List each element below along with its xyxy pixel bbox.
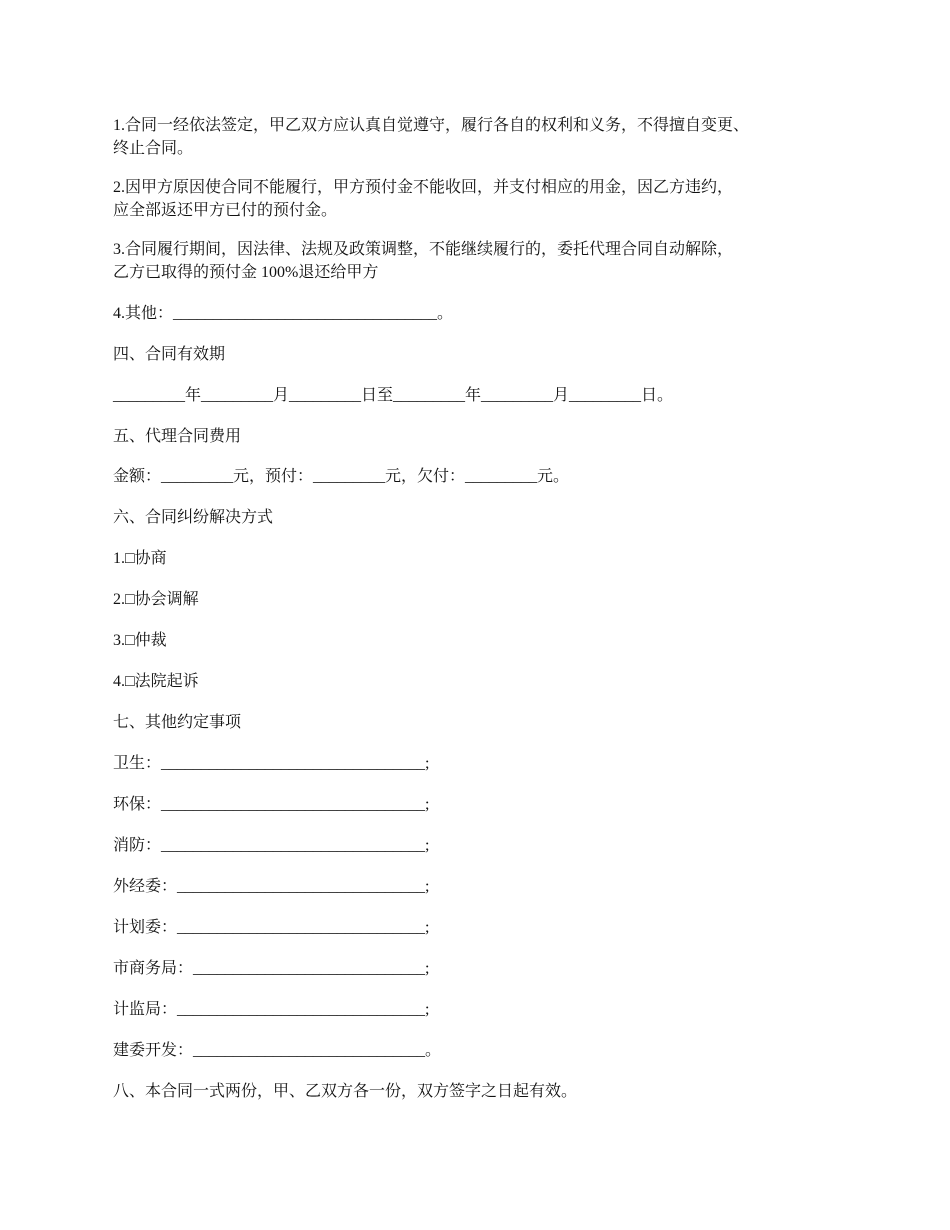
clause-3-line-2: 乙方已取得的预付金 100%退还给甲方 [113, 264, 379, 281]
section-4-heading: 四、合同有效期 [113, 346, 226, 363]
other-item-planning: 计划委：_______________________________; [113, 919, 430, 936]
dispute-option-litigation: 4.□法院起诉 [113, 673, 199, 690]
clause-1-line-1: 1.合同一经依法签定，甲乙双方应认真自觉遵守，履行各自的权利和义务，不得擅自变更、 [113, 117, 750, 134]
other-item-commerce: 市商务局：_____________________________; [113, 960, 430, 977]
dispute-option-arbitration: 3.□仲裁 [113, 632, 167, 649]
section-8-heading: 八、本合同一式两份，甲、乙双方各一份，双方签字之日起有效。 [113, 1083, 578, 1100]
other-item-sanitation: 卫生：_________________________________; [113, 755, 430, 772]
dispute-option-mediation: 2.□协会调解 [113, 591, 199, 608]
section-7-heading: 七、其他约定事项 [113, 714, 242, 731]
fees-line: 金额：_________元，预付：_________元，欠付：_________元。 [113, 468, 570, 485]
other-item-fire: 消防：_________________________________; [113, 837, 430, 854]
clause-4-other: 4.其他：_________________________________。 [113, 305, 454, 322]
section-6-heading: 六、合同纠纷解决方式 [113, 509, 274, 526]
validity-period-line: _________年_________月_________日至_________年_________月_________日。 [113, 387, 674, 404]
section-5-heading: 五、代理合同费用 [113, 428, 242, 445]
clause-2-line-2: 应全部返还甲方已付的预付金。 [113, 202, 338, 219]
other-item-foreign-trade: 外经委：_______________________________; [113, 878, 430, 895]
dispute-option-negotiation: 1.□协商 [113, 550, 167, 567]
other-item-metrology: 计监局：_______________________________; [113, 1001, 430, 1018]
clause-2-line-1: 2.因甲方原因使合同不能履行，甲方预付金不能收回，并支付相应的用金，因乙方违约， [113, 179, 734, 196]
other-item-construction: 建委开发：_____________________________。 [113, 1042, 442, 1059]
clause-1-line-2: 终止合同。 [113, 140, 194, 157]
other-item-environment: 环保：_________________________________; [113, 796, 430, 813]
clause-3-line-1: 3.合同履行期间，因法律、法规及政策调整，不能继续履行的，委托代理合同自动解除， [113, 241, 734, 258]
